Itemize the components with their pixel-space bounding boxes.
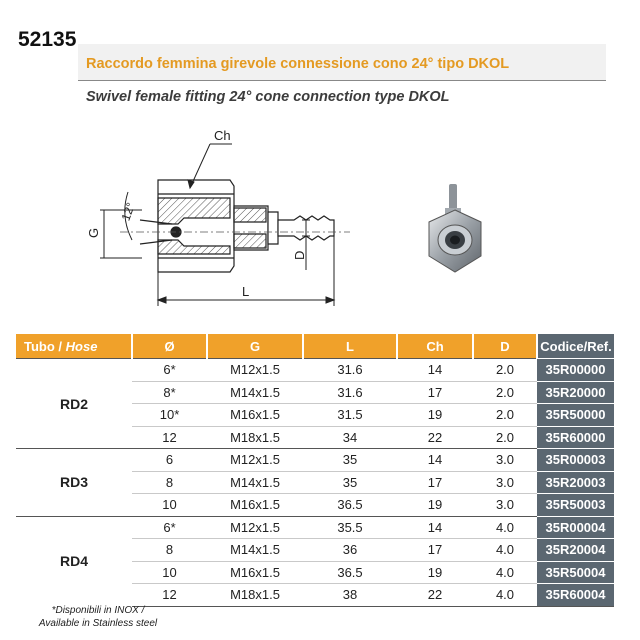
cell-ref: 35R20004: [537, 539, 614, 562]
cell-ch: 17: [397, 381, 473, 404]
header-hose: Tubo / Hose: [16, 334, 132, 359]
cell-diameter: 8: [132, 539, 207, 562]
cell-l: 38: [303, 584, 397, 607]
cell-d: 3.0: [473, 494, 537, 517]
label-d: D: [292, 250, 307, 260]
cell-ch: 19: [397, 404, 473, 427]
technical-drawing: [80, 120, 360, 310]
cell-ref: 35R20000: [537, 381, 614, 404]
cell-ch: 17: [397, 471, 473, 494]
group-label: RD2: [16, 359, 132, 449]
cell-d: 2.0: [473, 426, 537, 449]
table-row: [16, 516, 614, 539]
cell-d: 2.0: [473, 359, 537, 382]
table-row: [16, 359, 614, 382]
label-l: L: [242, 284, 250, 299]
cell-ref: 35R00004: [537, 516, 614, 539]
cell-diameter: 10: [132, 494, 207, 517]
footnote-line-2: Available in Stainless steel: [38, 618, 158, 629]
cell-d: 2.0: [473, 404, 537, 427]
cell-g: M14x1.5: [207, 381, 303, 404]
cell-g: M16x1.5: [207, 561, 303, 584]
cell-g: M12x1.5: [207, 359, 303, 382]
cell-g: M16x1.5: [207, 404, 303, 427]
cell-diameter: 8: [132, 471, 207, 494]
table-body: [16, 359, 614, 607]
title-english: Swivel female fitting 24° cone connection type DKOL: [86, 89, 450, 105]
cell-diameter: 10: [132, 561, 207, 584]
header-diameter: Ø: [132, 334, 207, 359]
header-g: G: [207, 334, 303, 359]
cell-diameter: 12: [132, 426, 207, 449]
cell-ref: 35R20003: [537, 471, 614, 494]
cell-ref: 35R50003: [537, 494, 614, 517]
cell-g: M12x1.5: [207, 449, 303, 472]
footnote: [30, 604, 166, 630]
cell-d: 2.0: [473, 381, 537, 404]
cell-l: 36.5: [303, 494, 397, 517]
cell-ref: 35R50004: [537, 561, 614, 584]
footnote-line-1: *Disponibili in INOX /: [51, 605, 145, 616]
cell-ch: 22: [397, 426, 473, 449]
table-row: [16, 449, 614, 472]
cell-d: 3.0: [473, 471, 537, 494]
header-ref: Codice/Ref.: [537, 334, 614, 359]
header-ch: Ch: [397, 334, 473, 359]
spec-table: [16, 334, 614, 607]
cell-diameter: 12: [132, 584, 207, 607]
tail-shoulder: [268, 212, 278, 244]
cell-ch: 19: [397, 561, 473, 584]
cell-diameter: 10*: [132, 404, 207, 427]
cell-l: 31.5: [303, 404, 397, 427]
cell-ref: 35R00000: [537, 359, 614, 382]
cell-l: 35.5: [303, 516, 397, 539]
cell-g: M14x1.5: [207, 471, 303, 494]
cell-ch: 17: [397, 539, 473, 562]
cell-diameter: 6*: [132, 516, 207, 539]
cell-g: M18x1.5: [207, 584, 303, 607]
cell-d: 3.0: [473, 449, 537, 472]
product-code: 52135: [18, 28, 77, 51]
cell-g: M18x1.5: [207, 426, 303, 449]
cell-l: 35: [303, 471, 397, 494]
header-d: D: [473, 334, 537, 359]
cell-l: 36: [303, 539, 397, 562]
cell-g: M12x1.5: [207, 516, 303, 539]
cell-ch: 14: [397, 449, 473, 472]
label-g: G: [86, 227, 101, 238]
title-italian: Raccordo femmina girevole connessione cono 24° tipo DKOL: [86, 56, 510, 72]
cell-l: 31.6: [303, 359, 397, 382]
cell-diameter: 8*: [132, 381, 207, 404]
product-photo: [415, 180, 495, 280]
cell-l: 35: [303, 449, 397, 472]
cell-ch: 19: [397, 494, 473, 517]
cell-ch: 14: [397, 359, 473, 382]
cell-ref: 35R60000: [537, 426, 614, 449]
cell-d: 4.0: [473, 584, 537, 607]
group-label: RD4: [16, 516, 132, 606]
cell-diameter: 6: [132, 449, 207, 472]
cell-g: M14x1.5: [207, 539, 303, 562]
label-ch: Ch: [214, 128, 231, 143]
cell-ref: 35R60004: [537, 584, 614, 607]
cell-d: 4.0: [473, 539, 537, 562]
cell-l: 34: [303, 426, 397, 449]
label-angle: 12°: [118, 200, 138, 223]
cell-ref: 35R00003: [537, 449, 614, 472]
table-header-row: [16, 334, 614, 359]
cell-diameter: 6*: [132, 359, 207, 382]
header-l: L: [303, 334, 397, 359]
cell-ch: 22: [397, 584, 473, 607]
cell-l: 36.5: [303, 561, 397, 584]
cell-ch: 14: [397, 516, 473, 539]
cell-d: 4.0: [473, 516, 537, 539]
cell-d: 4.0: [473, 561, 537, 584]
cell-g: M16x1.5: [207, 494, 303, 517]
group-label: RD3: [16, 449, 132, 517]
cell-ref: 35R50000: [537, 404, 614, 427]
cell-l: 31.6: [303, 381, 397, 404]
